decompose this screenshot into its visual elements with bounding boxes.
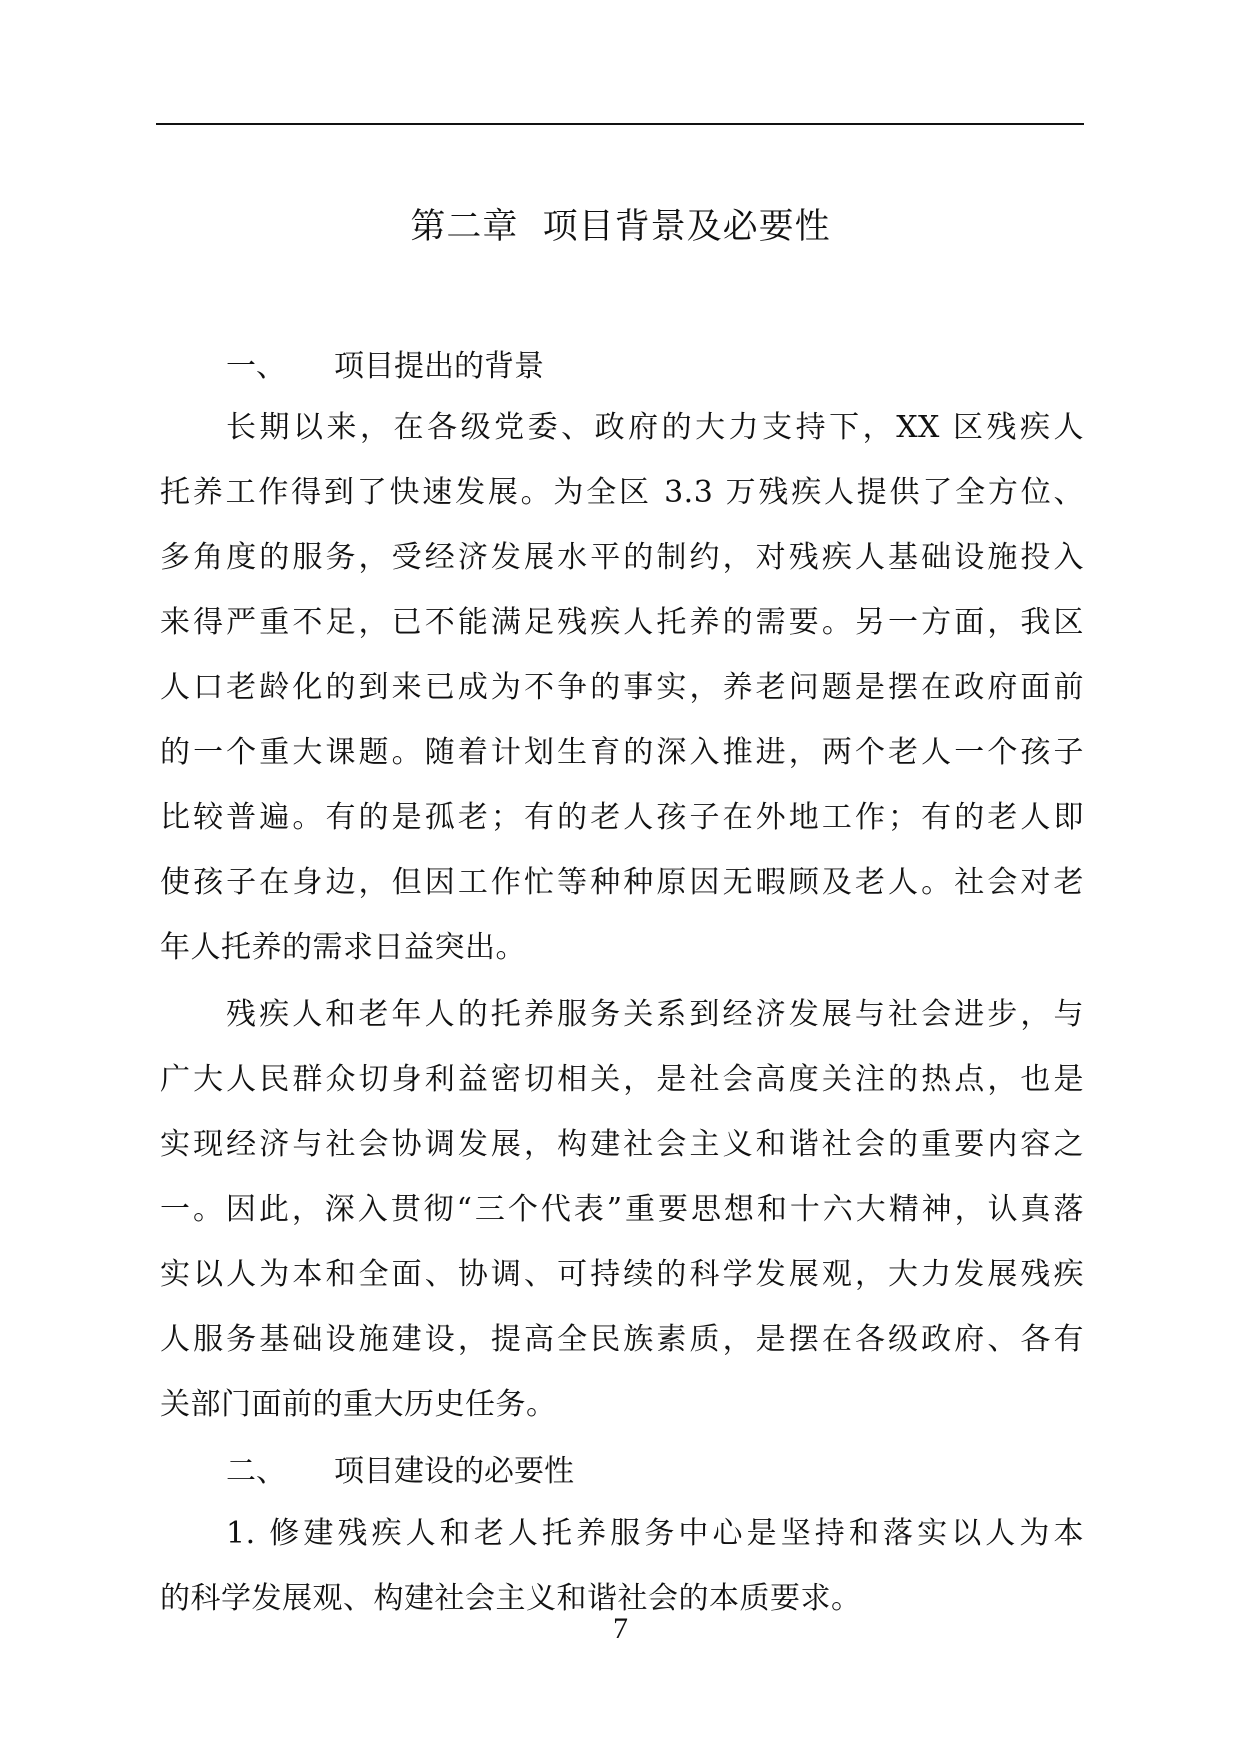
section-heading-background: [226, 343, 544, 391]
paragraph-line: 广大人民群众切身利益密切相关，是社会高度关注的热点，也是: [160, 1062, 1084, 1097]
paragraph-line: 关部门面前的重大历史任务。: [160, 1387, 557, 1422]
paragraph-line: 人口老龄化的到来已成为不争的事实，养老问题是摆在政府面前: [160, 670, 1084, 705]
paragraph-line: 年人托养的需求日益突出。: [160, 930, 526, 965]
paragraph-line: 来得严重不足，已不能满足残疾人托养的需要。另一方面，我区: [160, 605, 1084, 640]
paragraph-line: 的一个重大课题。随着计划生育的深入推进，两个老人一个孩子: [160, 735, 1084, 770]
paragraph-line: 残疾人和老年人的托养服务关系到经济发展与社会进步，与: [226, 997, 1084, 1032]
section-number: 一、: [226, 349, 286, 384]
header-rule: [156, 123, 1084, 125]
paragraph-line: 比较普遍。有的是孤老；有的老人孩子在外地工作；有的老人即: [160, 800, 1084, 835]
paragraph-line: 长期以来，在各级党委、政府的大力支持下，XX 区残疾人: [226, 410, 1084, 445]
chapter-title: 第二章 项目背景及必要性: [410, 207, 831, 247]
paragraph-line: 的科学发展观、构建社会主义和谐社会的本质要求。: [160, 1581, 862, 1616]
page-number: 7: [613, 1612, 628, 1645]
paragraph-line: 实现经济与社会协调发展，构建社会主义和谐社会的重要内容之: [160, 1127, 1084, 1162]
paragraph-line: 一。因此，深入贯彻“三个代表”重要思想和十六大精神，认真落: [160, 1192, 1084, 1227]
paragraph-line: 实以人为本和全面、协调、可持续的科学发展观，大力发展残疾: [160, 1257, 1084, 1292]
paragraph-line: 人服务基础设施建设，提高全民族素质，是摆在各级政府、各有: [160, 1322, 1084, 1357]
section-heading-necessity: [226, 1448, 574, 1496]
section-title: 项目建设的必要性: [334, 1454, 574, 1489]
section-title: 项目提出的背景: [334, 349, 544, 384]
paragraph-line: 使孩子在身边，但因工作忙等种种原因无暇顾及老人。社会对老: [160, 865, 1084, 900]
paragraph-line: 多角度的服务，受经济发展水平的制约，对残疾人基础设施投入: [160, 540, 1084, 575]
section-number: 二、: [226, 1454, 286, 1489]
paragraph-line: 托养工作得到了快速发展。为全区 3.3 万残疾人提供了全方位、: [160, 475, 1084, 510]
paragraph-line: 1. 修建残疾人和老人托养服务中心是坚持和落实以人为本: [226, 1516, 1084, 1551]
